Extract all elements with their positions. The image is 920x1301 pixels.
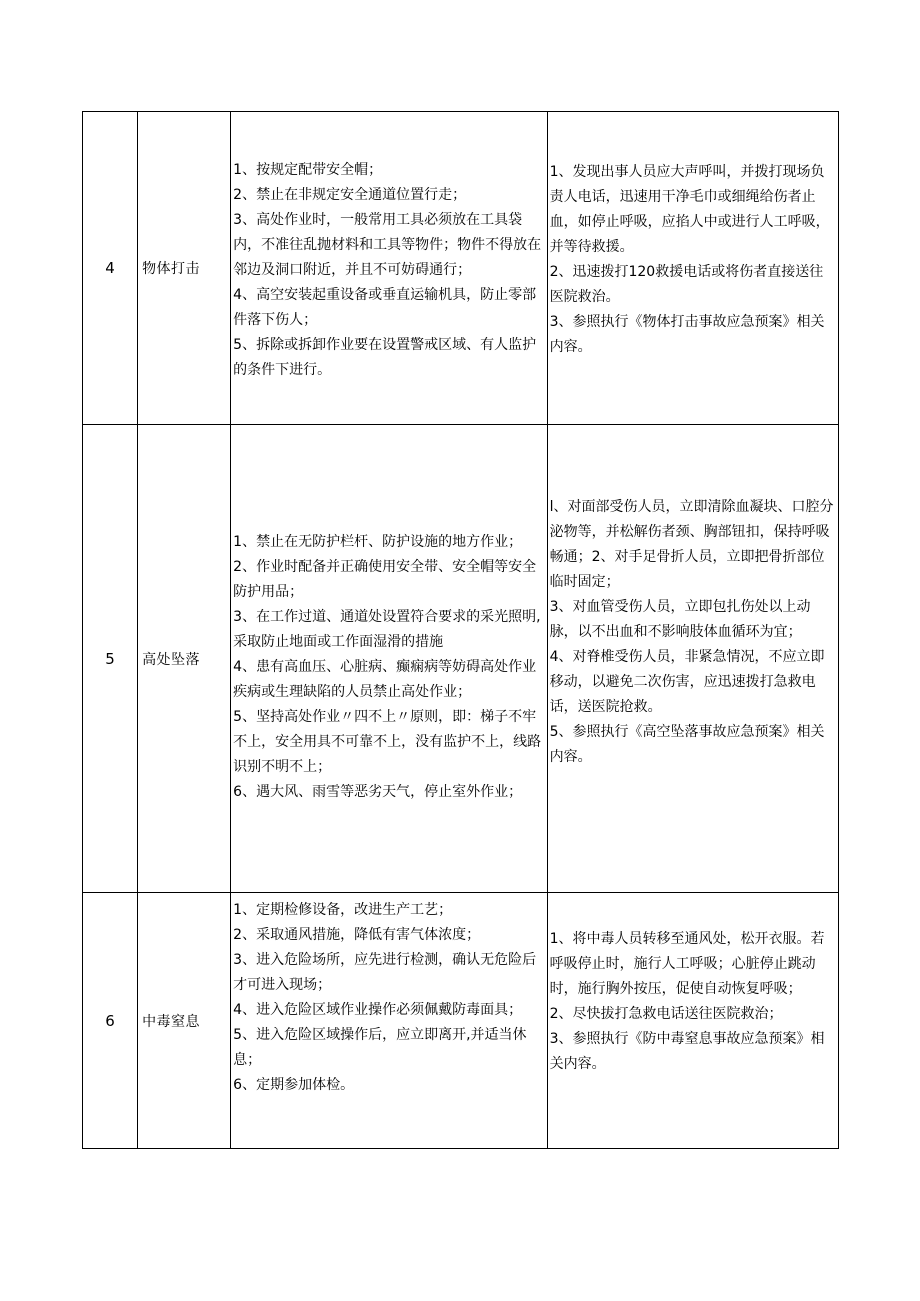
measure-item: 1、定期检修设备，改进生产工艺； xyxy=(233,902,453,918)
measure-item: 1、禁止在无防护栏杆、防护设施的地方作业； xyxy=(233,534,523,550)
measure-item: 2、禁止在非规定安全通道位置行走； xyxy=(233,186,467,203)
response-item: l、对面部受伤人员，立即清除血凝块、口腔分泌物等，并松解伤者颈、胸部钮扣，保持呼吸畅通；2、对手足骨折人员，立即把骨折部位临时固定； xyxy=(549,499,834,590)
table-row-5 xyxy=(83,425,839,893)
row-number: 6 xyxy=(83,893,138,1149)
emergency-response-cell xyxy=(547,425,838,893)
response-item: 4、对脊椎受伤人员，非紧急情况，不应立即移动，以避免二次伤害，应迅速拨打急救电话，送医院抢救。 xyxy=(549,649,825,715)
hazard-type: 物体打击 xyxy=(138,112,231,425)
response-item: 3、参照执行《物体打击事故应急预案》相关内容。 xyxy=(549,314,825,355)
measure-item: 3、高处作业时，一般常用工具必须放在工具袋内，不准往乱抛材料和工具等物件；物件不得放在邻边及洞口附近，并且不可妨碍通行； xyxy=(233,211,542,278)
measure-item: 3、进入危险场所，应先进行检测，确认无危险后才可进入现场； xyxy=(233,952,537,993)
measure-item: 1、按规定配带安全帽； xyxy=(233,161,383,178)
response-item: 5、参照执行《高空坠落事故应急预案》相关内容。 xyxy=(549,724,825,765)
preventive-measures-cell xyxy=(231,893,547,1149)
emergency-response-cell xyxy=(547,112,838,425)
measure-item: 4、患有高血压、心脏病、癫痫病等妨碍高处作业疾病或生理缺陷的人员禁止高处作业； xyxy=(233,659,537,700)
table-row-6 xyxy=(83,893,839,1149)
measure-item: 5、进入危险区域操作后，应立即离开,并适当休息； xyxy=(233,1027,527,1068)
response-item: 2、尽快拔打急救电话送往医院救治； xyxy=(549,1006,783,1022)
measure-item: 2、作业时配备并正确使用安全带、安全帽等安全防护用品； xyxy=(233,559,537,600)
safety-measures-table xyxy=(82,111,839,1149)
measure-item: 3、在工作过道、通道处设置符合要求的采光照明,采取防止地面或工作面湿滑的措施 xyxy=(233,609,541,650)
measure-item: 5、坚持高处作业〃四不上〃原则，即：梯子不牢不上，安全用具不可靠不上，没有监护不上，线路识别不明不上； xyxy=(233,709,542,775)
response-item: 1、发现出事人员应大声呼叫，并拨打现场负责人电话，迅速用干净毛巾或细绳给伤者止血，如停止呼吸，应掐人中或进行人工呼吸，并等待救援。 xyxy=(549,164,830,255)
preventive-measures-cell xyxy=(231,112,547,425)
measure-item: 2、采取通风措施，降低有害气体浓度； xyxy=(233,927,481,943)
table-row-4 xyxy=(83,112,839,425)
hazard-type: 高处坠落 xyxy=(138,425,231,893)
measure-item: 6、遇大风、雨雪等恶劣天气，停止室外作业； xyxy=(233,784,523,800)
row-number: 5 xyxy=(83,425,138,893)
hazard-type: 中毒窒息 xyxy=(138,893,231,1149)
response-item: 1、将中毒人员转移至通风处，松开衣服。若呼吸停止时，施行人工呼吸；心脏停止跳动时，施行胸外按压，促使自动恢复呼吸； xyxy=(549,931,825,997)
preventive-measures-cell xyxy=(231,425,547,893)
row-number: 4 xyxy=(83,112,138,425)
response-item: 2、迅速拨打120救援电话或将伤者直接送往医院救治。 xyxy=(549,264,824,305)
emergency-response-cell xyxy=(547,893,838,1149)
measure-item: 4、高空安装起重设备或垂直运输机具，防止零部件落下伤人； xyxy=(233,286,537,328)
response-item: 3、对血管受伤人员，立即包扎伤处以上动脉，以不出血和不影响肢体血循环为宜； xyxy=(549,599,811,640)
measure-item: 5、拆除或拆卸作业要在设置警戒区域、有人监护的条件下进行。 xyxy=(233,336,537,378)
measure-item: 4、进入危险区域作业操作必须佩戴防毒面具； xyxy=(233,1002,523,1018)
measure-item: 6、定期参加体检。 xyxy=(233,1077,355,1093)
response-item: 3、参照执行《防中毒窒息事故应急预案》相关内容。 xyxy=(549,1031,825,1072)
